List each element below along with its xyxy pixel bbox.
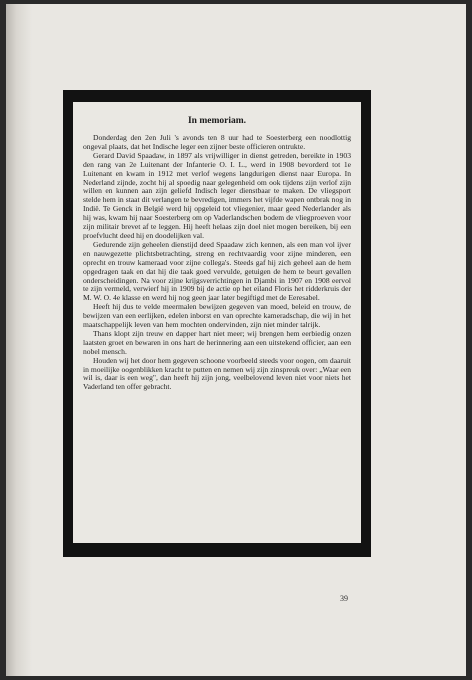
memorial-panel (73, 102, 361, 543)
paragraph: Gerard David Spaadaw, in 1897 als vrijwilliger in dienst getreden, bereikte in 1903 den rang van 2e Luitenant der Infanterie O. I. L., werd in 1908 bevorderd tot 1e Luitenant en kwam in 1912 met verlof wegens langdurigen dienst naar Europa. In Nederland zijnde, zocht hij al spoedig naar gelegenheid om ook tijdens zijn verlof zijn willen en kunnen aan zijn geliefd Indisch leger dienstbaar te maken. De vliegsport stelde hem in staat dit verlangen te bevredigen, immers het vijfde wapen ontbrak nog in Indië. Te Genck in België werd hij opgeleid tot vliegenier, maar geed Nederlander als hij was, kwam hij naar Soesterberg om op Vaderlandschen bodem de vliegproeven voor zijn militair brevet af te leggen. Hij heeft helaas zijn doel niet mogen bereiken, bij een proefvlucht deed hij en doodelijken val. (83, 150, 351, 240)
paragraph: Thans klopt zijn treuw en dapper hart niet meer; wij brengen hem eerbiedig onzen laatsten groet en bewaren in ons hart de herinnering aan een uitstekend officier, aan een nobel mensch. (83, 328, 351, 356)
page-gutter (6, 4, 32, 676)
page-number: 39 (340, 594, 348, 603)
paragraph: Donderdag den 2en Juli 's avonds ten 8 uur had te Soesterberg een noodlottig ongeval plaats, dat het Indische leger een zijner beste officieren ontrukte. (83, 133, 351, 151)
paragraph: Heeft hij dus te velde meermalen bewijzen gegeven van moed, beleid en trouw, de bewijzen van een eerlijken, edelen inborst en van oprechte kameradschap, die wij in het maatschappelijk leven van hem mochten ondervinden, zijn niet minder talrijk. (83, 302, 351, 330)
memorial-text (83, 134, 351, 392)
paragraph: Houden wij het door hem gegeven schoone voorbeeld steeds voor oogen, om daaruit in moeilijke oogenblikken kracht te putten en nemen wij zijn zinspreuk over: „Waar een wil is, daar is een weg", dan heeft hij zijn jong, veelbelovend leven niet voor niets het Vaderland ten offer gebracht. (83, 355, 351, 392)
paragraph: Gedurende zijn geheelen dienstijd deed Spaadaw zich kennen, als een man vol ijver en nauwgezette plichtsbetrachting, streng en rechtvaardig voor zijne minderen, een oprecht en trouw kameraad voor zijne collega's. Steeds gaf hij zich geheel aan de hem opgedragen taak en dat hij die taak goed vervulde, getuigen de hem te beurt gevallen onderscheidingen. Na voor zijne krijgsverrichtingen in Djambi in 1907 en 1908 eervol te zijn vermeld, verwierf hij in 1909 bij de actie op het eiland Floris het ridderkruis der M. W. O. 4e klasse en werd hij nog geen jaar later begiftigd met de Eeresabel. (83, 239, 351, 303)
memorial-title: In memoriam. (187, 116, 247, 126)
